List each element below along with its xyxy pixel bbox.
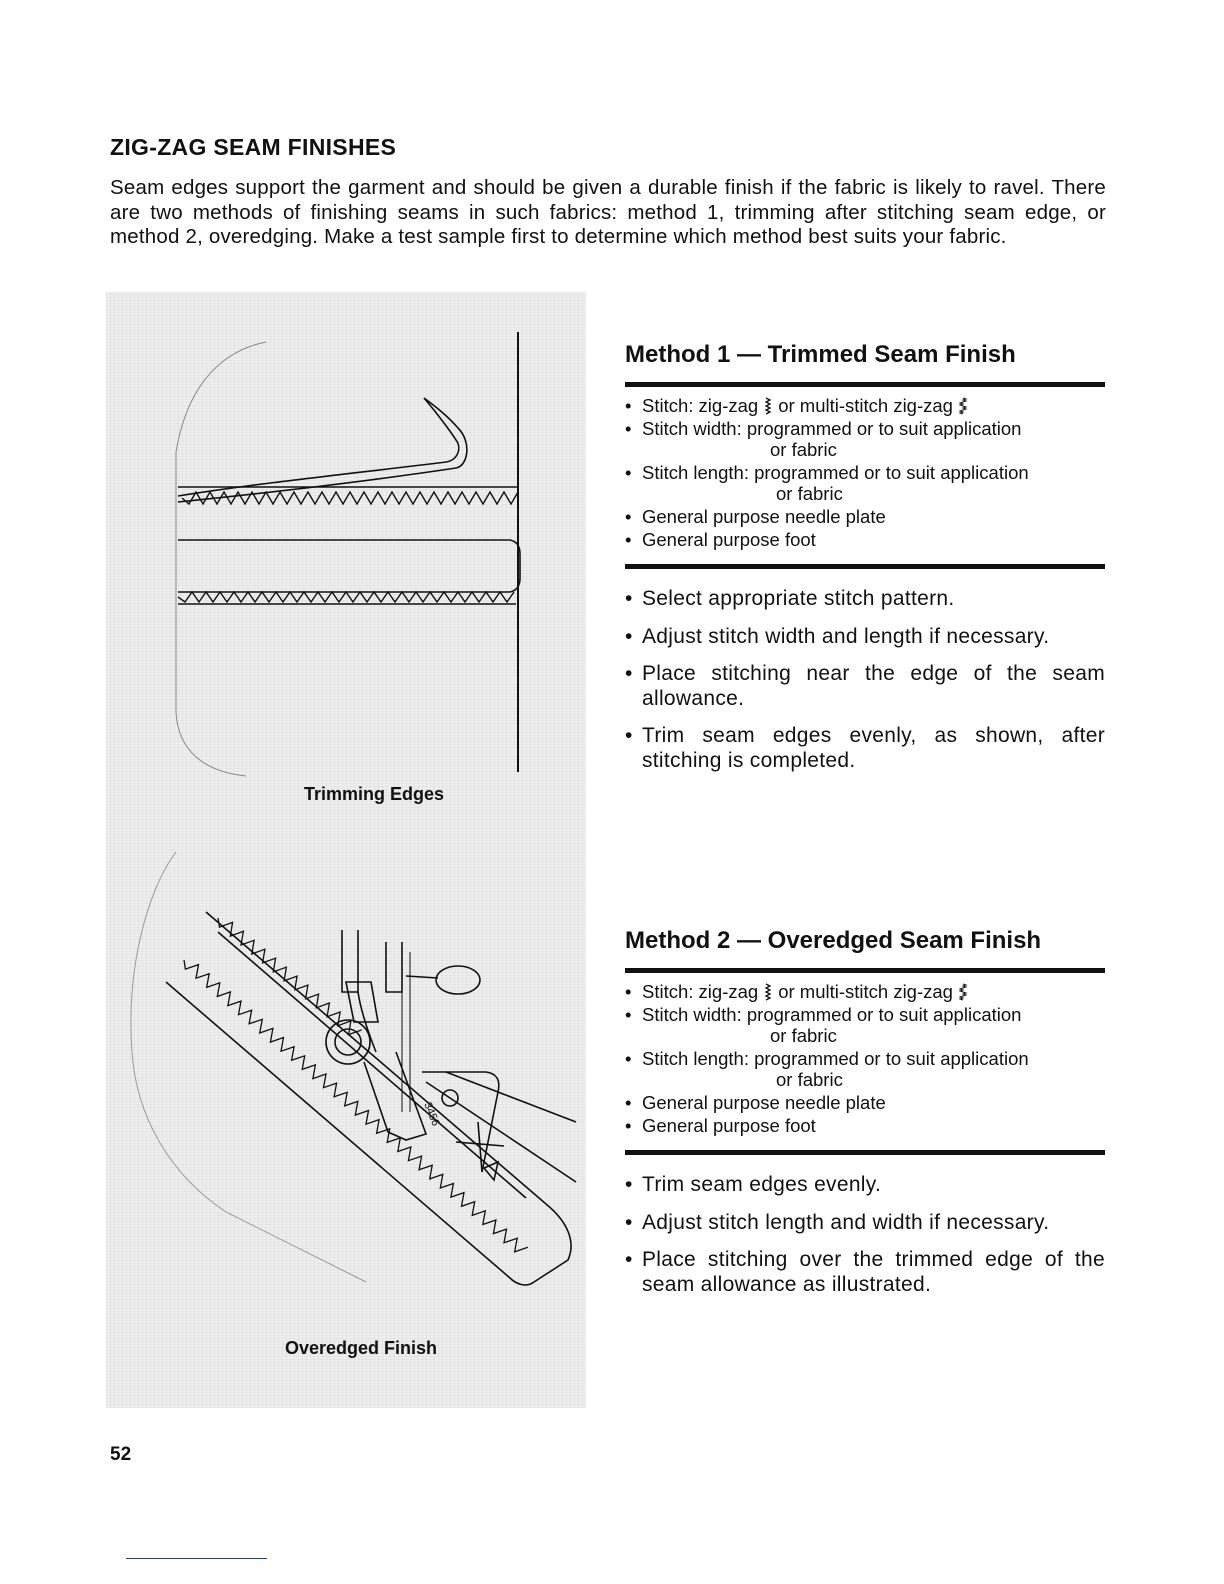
spec-foot: • General purpose foot [625, 529, 1105, 550]
method-2-section [625, 926, 1105, 1310]
method-1-title: Method 1 — Trimmed Seam Finish [625, 341, 1016, 368]
method-1-specs [625, 395, 1105, 550]
step: • Trim seam edges evenly. [625, 1173, 1105, 1198]
method-2-title: Method 2 — Overedged Seam Finish [625, 927, 1042, 954]
spec-width: • Stitch width: programmed or to suit application or fabric [625, 1004, 1105, 1046]
method-2-steps [625, 1173, 1105, 1297]
multi-stitch-zigzag-icon [957, 397, 969, 415]
spec-stitch: • Stitch: zig-zag or multi-stitch zig-zag [625, 981, 1105, 1002]
method-1-rule-bottom [625, 564, 1105, 569]
method-1-steps [625, 587, 1105, 773]
step: • Adjust stitch width and length if necessary. [625, 625, 1105, 650]
trimming-edges-illustration [176, 332, 520, 776]
step: • Select appropriate stitch pattern. [625, 587, 1105, 612]
multi-stitch-zigzag-icon [957, 983, 969, 1001]
spec-foot: • General purpose foot [625, 1115, 1105, 1136]
page-number: 52 [110, 1444, 132, 1465]
intro-paragraph: Seam edges support the garment and should be given a durable finish if the fabric is likely to ravel. There are two methods of finishing seams in such fabrics: method 1, trimming after stitching seam edge, or method 2, overedging. Make a test sample first to determine which method best suits your fabric. [110, 176, 1106, 248]
seam-illustrations [106, 292, 586, 1408]
method-1-section [625, 340, 1105, 786]
step: • Place stitching near the edge of the seam allowance. [625, 662, 1105, 711]
spec-width: • Stitch width: programmed or to suit application or fabric [625, 418, 1105, 460]
zigzag-stitch-icon [762, 397, 774, 415]
method-2-specs [625, 981, 1105, 1136]
caption-trimming-edges: Trimming Edges [303, 784, 445, 804]
step: • Trim seam edges evenly, as shown, after stitching is completed. [625, 724, 1105, 773]
spec-plate: • General purpose needle plate [625, 1092, 1105, 1113]
method-1-rule-top [625, 382, 1105, 387]
spec-stitch: • Stitch: zig-zag or multi-stitch zig-zag [625, 395, 1105, 416]
caption-overedged-finish: Overedged Finish [284, 1338, 438, 1358]
spec-plate: • General purpose needle plate [625, 506, 1105, 527]
footer-rule [126, 1558, 267, 1559]
method-2-rule-top [625, 968, 1105, 973]
spec-length: • Stitch length: programmed or to suit application or fabric [625, 462, 1105, 504]
zigzag-stitch-icon [762, 983, 774, 1001]
needle-plate-markings: 3456 [421, 1100, 442, 1128]
page-title: ZIG-ZAG SEAM FINISHES [110, 134, 397, 160]
spec-length: • Stitch length: programmed or to suit application or fabric [625, 1048, 1105, 1090]
step: • Adjust stitch length and width if necessary. [625, 1211, 1105, 1236]
method-2-rule-bottom [625, 1150, 1105, 1155]
overedged-finish-illustration [131, 852, 576, 1285]
step: • Place stitching over the trimmed edge of the seam allowance as illustrated. [625, 1248, 1105, 1297]
illustration-panel [106, 292, 586, 1408]
